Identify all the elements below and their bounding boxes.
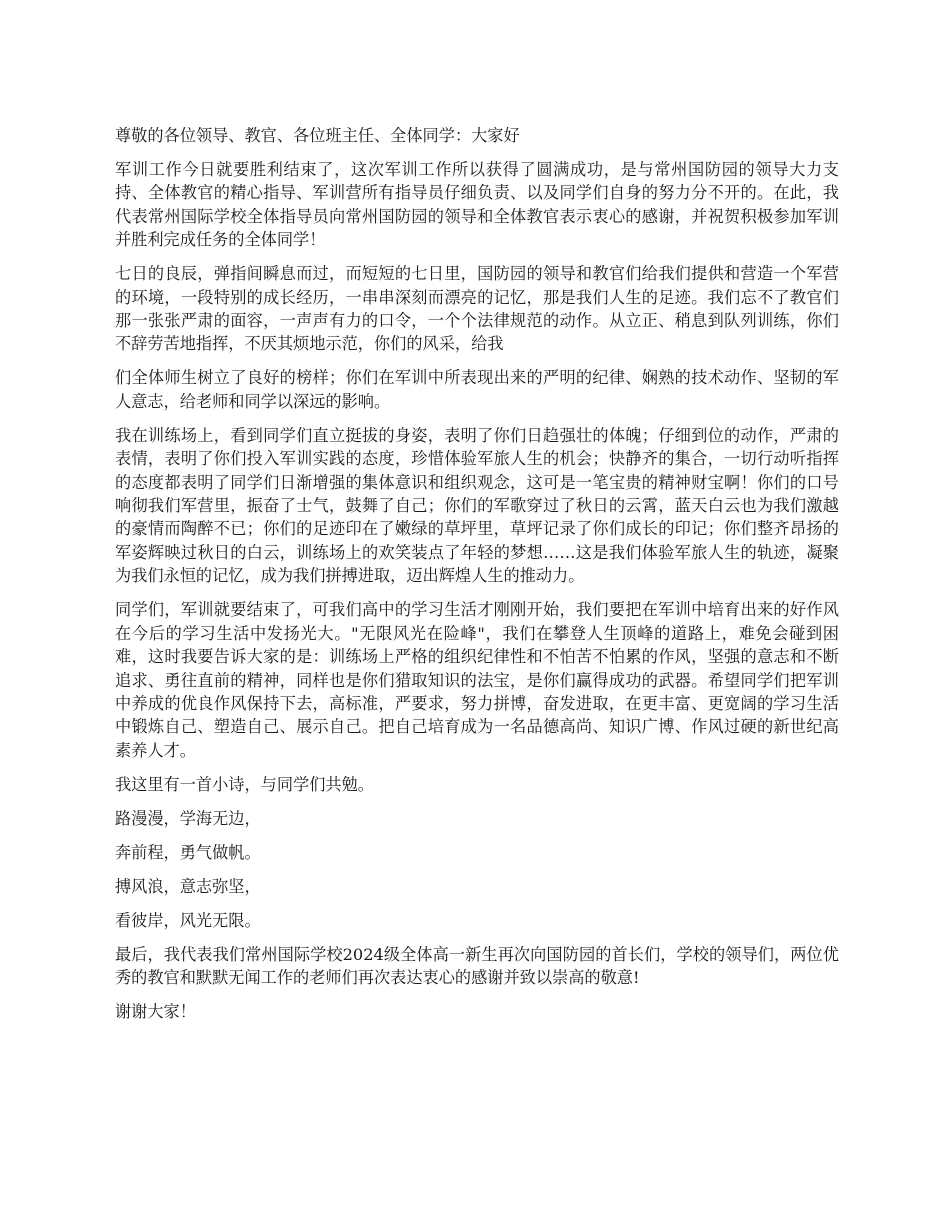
poem-line: 奔前程，勇气做帆。: [115, 842, 261, 862]
poem-line: 路漫漫，学海无边，: [115, 808, 261, 828]
paragraph-closing: 最后，我代表我们常州国际学校2024级全体高一新生再次向国防园的首长们，学校的领导们，两位优秀的教官和默默无闻工作的老师们再次表达衷心的感谢并致以崇高的敬意!: [115, 944, 839, 988]
paragraph-role-model: 们全体师生树立了良好的榜样；你们在军训中所表现出来的严明的纪律、娴熟的技术动作、坚韧的军人意志，给老师和同学以深远的影响。: [115, 368, 839, 411]
paragraph-seven-days: 七日的良辰，弹指间瞬息而过，而短短的七日里，国防园的领导和教官们给我们提供和营造一个军营的环境，一段特别的成长经历，一串串深刻而漂亮的记忆，那是我们人生的足迹。我们忘不了教官们那一张张严肃的面容，一声声有力的口令，一个个法律规范的动作。从立正、稍息到队列训练，你们不辞劳苦地指挥，不厌其烦地示范，你们的风采，给我: [115, 264, 839, 354]
poem-intro: 我这里有一首小诗，与同学们共勉。: [115, 774, 374, 794]
paragraph-gratitude: 军训工作今日就要胜利结束了，这次军训工作所以获得了圆满成功，是与常州国防园的领导大力支持、全体教官的精心指导、军训营所有指导员仔细负责、以及同学们自身的努力分不开的。在此，我代表常州国际学校全体指导员向常州国防园的领导和全体教官表示衷心的感谢，并祝贺积极参加军训并胜利完成任务的全体同学！: [115, 160, 839, 250]
document-body: [115, 124, 839, 1034]
poem-line: 看彼岸，风光无限。: [115, 910, 261, 930]
paragraph-training-field: 我在训练场上，看到同学们直立挺拔的身姿，表明了你们日趋强壮的体魄；仔细到位的动作，严肃的表情，表明了你们投入军训实践的态度，珍惜体验军旅人生的机会；快静齐的集合，一切行动听指挥的态度都表明了同学们日渐增强的集体意识和组织观念，这可是一笔宝贵的精神财宝啊！你们的口号响彻我们军营里，振奋了士气，鼓舞了自己；你们的军歌穿过了秋日的云霄，蓝天白云也为我们激越的豪情而陶醉不已；你们的足迹印在了嫩绿的草坪里，草坪记录了你们成长的印记；你们整齐昂扬的军姿辉映过秋日的白云，训练场上的欢笑装点了年轻的梦想……这是我们体验军旅人生的轨迹，凝聚为我们永恒的记忆，成为我们拼搏进取，迈出辉煌人生的推动力。: [115, 425, 839, 586]
poem-line: 搏风浪，意志弥坚，: [115, 876, 261, 896]
paragraph-study-life: 同学们，军训就要结束了，可我们高中的学习生活才刚刚开始，我们要把在军训中培育出来的好作风在今后的学习生活中发扬光大。"无限风光在险峰"，我们在攀登人生顶峰的道路上，难免会碰到困难，这时我要告诉大家的是：训练场上严格的组织纪律性和不怕苦不怕累的作风，坚强的意志和不断追求、勇往直前的精神，同样也是你们猎取知识的法宝，是你们赢得成功的武器。希望同学们把军训中养成的优良作风保持下去，高标准，严要求，努力拼博，奋发进取，在更丰富、更宽阔的学习生活中锻炼自己、塑造自己、展示自己。把自己培育成为一名品德高尚、知识广博、作风过硬的新世纪高素养人才。: [115, 600, 839, 760]
thanks: 谢谢大家！: [115, 1002, 196, 1022]
greeting: 尊敬的各位领导、教官、各位班主任、全体同学：大家好: [115, 126, 520, 145]
